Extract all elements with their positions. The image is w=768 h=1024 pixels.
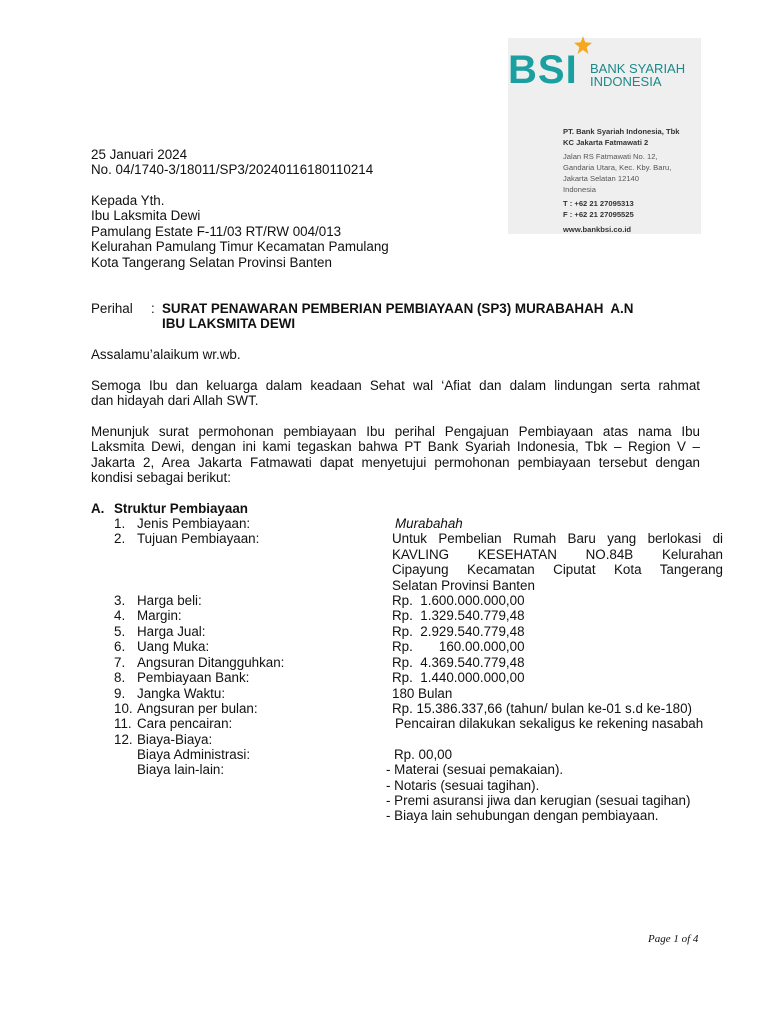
- item-value: Rp. 1.440.000.000,00: [392, 670, 525, 685]
- star-icon: [574, 36, 592, 54]
- item-number: 8.: [114, 670, 126, 685]
- item-number: 9.: [114, 686, 126, 701]
- subject-title: SURAT PENAWARAN PEMBERIAN PEMBIAYAAN (SP3) MURABAHAH A.N: [162, 301, 634, 316]
- bank-name: [590, 62, 685, 88]
- item-label: Uang Muka:: [137, 639, 210, 654]
- section-letter: A.: [91, 501, 105, 516]
- fax: F : +62 21 27095525: [563, 210, 634, 219]
- page-number: Page 1 of 4: [648, 933, 699, 945]
- bank-name-line2: INDONESIA: [590, 74, 662, 89]
- item-value: Pencairan dilakukan sekaligus ke rekening nasabah: [395, 716, 704, 731]
- subject-label: Perihal: [91, 301, 133, 316]
- item-number: 10.: [114, 701, 133, 716]
- biaya-lain-label: Biaya lain-lain:: [137, 762, 225, 777]
- bsi-logo: BSI: [508, 48, 578, 92]
- item-value: Rp. 4.369.540.779,48: [392, 655, 525, 670]
- branch-name: KC Jakarta Fatmawati 2: [563, 138, 649, 147]
- branch-info: [563, 126, 703, 235]
- item-number: 2.: [114, 531, 126, 546]
- address-line: Gandaria Utara, Kec. Kby. Baru,: [563, 163, 672, 172]
- paragraph-line: Laksmita Dewi, dengan ini kami tegaskan bahwa PT Bank Syariah Indonesia, Tbk – Region V –: [91, 439, 700, 454]
- item-label: Biaya-Biaya:: [137, 732, 213, 747]
- item-value-line: KAVLING KESEHATAN NO.84B Kelurahan: [392, 546, 723, 562]
- item-label: Angsuran Ditangguhkan:: [137, 655, 285, 670]
- item-number: 3.: [114, 593, 126, 608]
- paragraph-line: Menunjuk surat permohonan pembiayaan Ibu perihal Pengajuan Pembiayaan atas nama Ibu: [91, 424, 700, 439]
- item-label: Jangka Waktu:: [137, 686, 226, 701]
- item-value: Rp. 1.329.540.779,48: [392, 608, 525, 623]
- item-value: Rp. 2.929.540.779,48: [392, 624, 525, 639]
- letter-date: 25 Januari 2024: [91, 147, 188, 162]
- paragraph-line: Jakarta 2, Area Jakarta Fatmawati dapat menyetujui permohonan pembiayaan tersebut dengan: [91, 455, 700, 470]
- greeting: Assalamu’alaikum wr.wb.: [91, 347, 241, 362]
- paragraph-line: Semoga Ibu dan keluarga dalam keadaan Sehat wal ‘Afiat dan dalam lindungan serta rahmat: [91, 378, 700, 393]
- item-value: Rp. 160.00.000,00: [392, 639, 525, 654]
- item-label: Harga Jual:: [137, 624, 206, 639]
- company-name: PT. Bank Syariah Indonesia, Tbk: [563, 127, 680, 136]
- item-number: 7.: [114, 655, 126, 670]
- item-value: Murabahah: [395, 516, 463, 531]
- item-value: Rp. 1.600.000.000,00: [392, 593, 525, 608]
- item-label: Jenis Pembiayaan:: [137, 516, 251, 531]
- item-value: 180 Bulan: [392, 686, 453, 701]
- item-label: Margin:: [137, 608, 182, 623]
- item-value-line: Selatan Provinsi Banten: [392, 577, 535, 593]
- biaya-lain-item: - Materai (sesuai pemakaian).: [386, 762, 564, 777]
- recipient-address: Pamulang Estate F-11/03 RT/RW 004/013: [91, 224, 342, 239]
- reference-number: No. 04/1740-3/18011/SP3/20240116180110214: [91, 162, 374, 177]
- item-label: Tujuan Pembiayaan:: [137, 531, 260, 546]
- item-value: Rp. 15.386.337,66 (tahun/ bulan ke-01 s.d ke-180): [392, 701, 693, 716]
- biaya-lain-item: - Notaris (sesuai tagihan).: [386, 778, 540, 793]
- recipient-address: Kelurahan Pamulang Timur Kecamatan Pamulang: [91, 239, 389, 254]
- item-number: 12.: [114, 732, 133, 747]
- paragraph-line: dan hidayah dari Allah SWT.: [91, 393, 259, 408]
- address-line: Jalan RS Fatmawati No. 12,: [563, 152, 658, 161]
- biaya-admin-value: Rp. 00,00: [394, 747, 453, 762]
- recipient-name: Ibu Laksmita Dewi: [91, 208, 201, 223]
- item-value-line: Untuk Pembelian Rumah Baru yang berlokasi di: [392, 531, 723, 546]
- biaya-lain-item: - Biaya lain sehubungan dengan pembiayaan.: [386, 808, 659, 823]
- biaya-lain-item: - Premi asuransi jiwa dan kerugian (sesuai tagihan): [386, 793, 691, 808]
- website-link[interactable]: www.bankbsi.co.id: [563, 225, 632, 234]
- item-label: Cara pencairan:: [137, 716, 233, 731]
- address-line: Indonesia: [563, 185, 596, 194]
- item-label: Pembiayaan Bank:: [137, 670, 250, 685]
- item-value-line: Cipayung Kecamatan Ciputat Kota Tangerang: [392, 562, 723, 577]
- subject-colon: :: [151, 301, 155, 316]
- item-number: 5.: [114, 624, 126, 639]
- phone: T : +62 21 27095313: [563, 199, 634, 208]
- paragraph-line: kondisi sebagai berikut:: [91, 470, 231, 485]
- section-title: Struktur Pembiayaan: [114, 501, 248, 516]
- recipient-address: Kota Tangerang Selatan Provinsi Banten: [91, 255, 332, 270]
- recipient-salutation: Kepada Yth.: [91, 193, 165, 208]
- subject-title-line2: IBU LAKSMITA DEWI: [162, 316, 296, 331]
- bank-name-line1: BANK SYARIAH: [590, 61, 686, 76]
- item-number: 11.: [114, 716, 132, 731]
- address-line: Jakarta Selatan 12140: [563, 174, 639, 183]
- item-number: 4.: [114, 608, 126, 623]
- item-number: 1.: [114, 516, 126, 531]
- item-label: Harga beli:: [137, 593, 202, 608]
- item-label: Angsuran per bulan:: [137, 701, 258, 716]
- item-number: 6.: [114, 639, 126, 654]
- biaya-admin-label: Biaya Administrasi:: [137, 747, 251, 762]
